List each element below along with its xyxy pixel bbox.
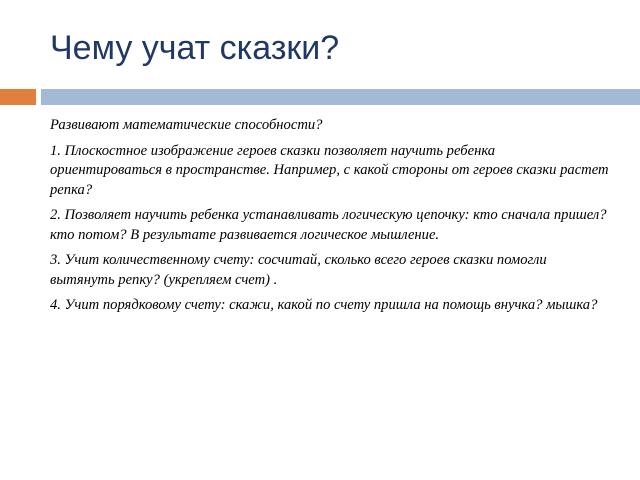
body-paragraph-4: 4. Учит порядковому счету: скажи, какой по счету пришла на помощь внучка? мышка?: [50, 297, 598, 313]
body-paragraph-intro: Развивают математические способности?: [50, 117, 323, 133]
slide-body: [50, 116, 610, 322]
slide-title: Чему учат сказки?: [50, 29, 340, 67]
accent-bar-blue: [41, 89, 640, 105]
body-paragraph-2: 2. Позволяет научить ребенка устанавливать логическую цепочку: кто сначала пришел? кто потом? В результате развивается логическое мышление.: [50, 207, 607, 243]
body-paragraph-3: 3. Учит количественному счету: сосчитай, сколько всего героев сказки помогли вытянуть репку? (укрепляем счет) .: [50, 252, 547, 288]
accent-bar-orange: [0, 89, 36, 105]
body-paragraph-1: 1. Плоскостное изображение героев сказки позволяет научить ребенка ориентироваться в пространстве. Например, с какой стороны от героев сказки растет репка?: [50, 142, 609, 198]
